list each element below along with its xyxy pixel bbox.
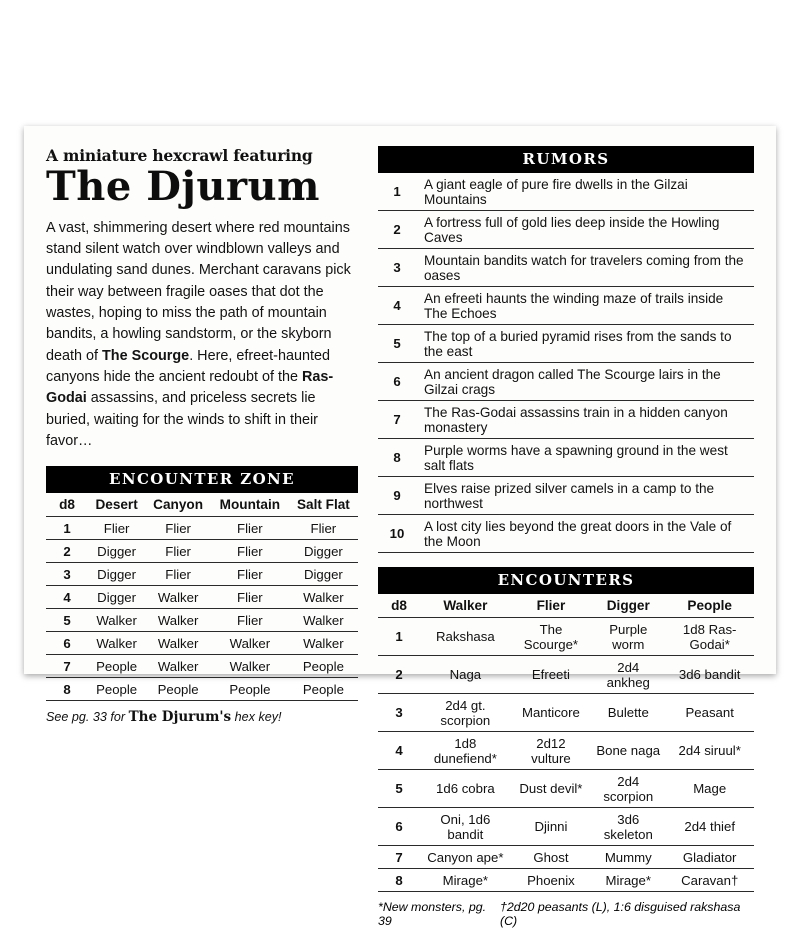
table-row (46, 540, 358, 563)
rumors-heading: RUMORS (378, 146, 754, 173)
column-header-d8: d8 (378, 594, 420, 618)
left-column (46, 146, 358, 726)
zone-cell: Digger (88, 586, 145, 609)
encounter-cell: Mirage* (420, 869, 511, 892)
zone-cell: Walker (289, 609, 358, 632)
encounters-footnotes (378, 900, 754, 928)
rumor-text: A lost city lies beyond the great doors in the Vale of the Moon (416, 515, 754, 553)
encounter-cell: Caravan† (665, 869, 754, 892)
encounters-table (378, 594, 754, 892)
caravan-footnote: †2d20 peasants (L), 1:6 disguised rakshasa (C) (499, 900, 741, 928)
list-item (378, 363, 754, 401)
encounter-cell: Mirage* (591, 869, 665, 892)
table-row (378, 656, 754, 694)
encounter-cell: 3d6 bandit (665, 656, 754, 694)
zone-cell: 6 (46, 632, 88, 655)
zone-cell: Walker (88, 632, 145, 655)
list-item (378, 401, 754, 439)
encounter-cell: Efreeti (511, 656, 591, 694)
rumor-number: 8 (378, 439, 416, 477)
rumor-text: An ancient dragon called The Scourge lairs in the Gilzai crags (416, 363, 754, 401)
table-row (378, 846, 754, 869)
encounter-zone-heading: ENCOUNTER ZONE (46, 466, 358, 493)
list-item (378, 477, 754, 515)
zone-cell: 4 (46, 586, 88, 609)
encounter-cell: Ghost (511, 846, 591, 869)
encounter-cell: 1 (378, 618, 420, 656)
zone-cell: 2 (46, 540, 88, 563)
blurb-part-1: A vast, shimmering desert where red mountains stand silent watch over windblown valleys and undulating sand dunes. Merchant caravans pick their way between fragile oases that dot the wastes, hoping to miss the path of mountain bandits, a howling sandstorm, or the skyborn death of (46, 219, 351, 364)
rumor-number: 3 (378, 249, 416, 287)
list-item (378, 515, 754, 553)
footnote-suffix: hex key! (231, 710, 282, 725)
column-header-canyon: Canyon (145, 493, 211, 517)
table-row (46, 609, 358, 632)
zone-cell: Flier (211, 563, 289, 586)
rumor-number: 2 (378, 211, 416, 249)
rumor-number: 6 (378, 363, 416, 401)
blurb-bold-scourge: The Scourge (102, 347, 190, 364)
zone-cell: Walker (145, 586, 211, 609)
table-row (46, 517, 358, 540)
table-row (378, 618, 754, 656)
table-row (378, 808, 754, 846)
zone-cell: Flier (289, 517, 358, 540)
encounter-cell: 1d8 Ras-Godai* (665, 618, 754, 656)
table-row (46, 632, 358, 655)
rpg-reference-card (24, 126, 776, 928)
encounter-cell: 2d12 vulture (511, 732, 591, 770)
encounter-cell: Canyon ape* (420, 846, 511, 869)
table-row (46, 678, 358, 701)
column-header-people: People (665, 594, 754, 618)
rumor-text: Purple worms have a spawning ground in the west salt flats (416, 439, 754, 477)
zone-cell: Flier (145, 540, 211, 563)
encounter-cell: 2d4 gt. scorpion (420, 694, 511, 732)
zone-cell: 5 (46, 609, 88, 632)
encounter-cell: 3d6 skeleton (591, 808, 665, 846)
blurb-part-2: . Here, efreet-haunted canyons hide the ancient redoubt of the (46, 347, 330, 385)
new-monsters-footnote: *New monsters, pg. 39 (378, 900, 487, 928)
encounter-cell: Mummy (591, 846, 665, 869)
rumor-number: 7 (378, 401, 416, 439)
encounters-section (378, 567, 754, 928)
encounter-cell: 1d6 cobra (420, 770, 511, 808)
zone-cell: People (88, 678, 145, 701)
encounter-cell: Purple worm (591, 618, 665, 656)
encounter-zone-table (46, 493, 358, 701)
table-row (378, 869, 754, 892)
encounter-cell: 4 (378, 732, 420, 770)
encounter-cell: Dust devil* (511, 770, 591, 808)
encounter-cell: 8 (378, 869, 420, 892)
rumor-number: 4 (378, 287, 416, 325)
table-row (46, 655, 358, 678)
blurb-bold-rasgodai: Ras-Godai (46, 368, 334, 407)
rumors-table (378, 173, 754, 553)
rumor-text: The Ras-Godai assassins train in a hidden canyon monastery (416, 401, 754, 439)
zone-cell: 7 (46, 655, 88, 678)
encounter-cell: 3 (378, 694, 420, 732)
table-row (46, 563, 358, 586)
zone-cell: Flier (211, 540, 289, 563)
zone-cell: Walker (145, 609, 211, 632)
zone-cell: Walker (145, 655, 211, 678)
encounter-cell: Rakshasa (420, 618, 511, 656)
rumors-section (378, 146, 754, 553)
featuring-label: A miniature hexcrawl featuring (46, 146, 313, 165)
encounter-cell: 6 (378, 808, 420, 846)
encounter-cell: Mage (665, 770, 754, 808)
intro-blurb (46, 218, 358, 452)
zone-cell: Digger (289, 563, 358, 586)
rumor-number: 1 (378, 173, 416, 211)
zone-cell: Digger (88, 563, 145, 586)
encounter-cell: 1d8 dunefiend* (420, 732, 511, 770)
encounter-cell: Manticore (511, 694, 591, 732)
column-header-digger: Digger (591, 594, 665, 618)
zone-cell: People (145, 678, 211, 701)
page-title: The Djurum (46, 163, 320, 210)
rumor-number: 5 (378, 325, 416, 363)
zone-cell: Digger (88, 540, 145, 563)
card-columns (46, 146, 754, 928)
list-item (378, 173, 754, 211)
column-header-desert: Desert (88, 493, 145, 517)
hex-key-footnote (46, 709, 358, 725)
list-item (378, 249, 754, 287)
zone-cell: Walker (88, 609, 145, 632)
zone-cell: Flier (145, 517, 211, 540)
encounter-cell: 5 (378, 770, 420, 808)
encounter-cell: 2d4 scorpion (591, 770, 665, 808)
rumor-text: A fortress full of gold lies deep inside the Howling Caves (416, 211, 754, 249)
zone-cell: Walker (145, 632, 211, 655)
zone-cell: People (211, 678, 289, 701)
zone-cell: Walker (289, 586, 358, 609)
table-row (378, 770, 754, 808)
encounters-heading: ENCOUNTERS (378, 567, 754, 594)
encounter-cell: Peasant (665, 694, 754, 732)
table-header-row (378, 594, 754, 618)
encounter-cell: The Scourge* (511, 618, 591, 656)
zone-cell: Walker (211, 655, 289, 678)
zone-cell: Flier (211, 586, 289, 609)
hex-key-footnote-text (46, 709, 282, 725)
blurb-part-3: assassins, and priceless secrets lie buried, waiting for the winds to shift in their favor… (46, 390, 318, 449)
encounter-cell: Bulette (591, 694, 665, 732)
zone-cell: People (289, 655, 358, 678)
column-header-d8: d8 (46, 493, 88, 517)
table-row (378, 732, 754, 770)
list-item (378, 439, 754, 477)
encounter-cell: 7 (378, 846, 420, 869)
zone-cell: Flier (145, 563, 211, 586)
rumor-text: An efreeti haunts the winding maze of trails inside The Echoes (416, 287, 754, 325)
encounter-cell: 2d4 ankheg (591, 656, 665, 694)
zone-cell: Walker (211, 632, 289, 655)
rumor-text: A giant eagle of pure fire dwells in the Gilzai Mountains (416, 173, 754, 211)
column-header-mountain: Mountain (211, 493, 289, 517)
encounter-zone-section (46, 466, 358, 725)
encounter-cell: Naga (420, 656, 511, 694)
footnote-prefix: See pg. 33 for (46, 710, 129, 725)
zone-cell: 8 (46, 678, 88, 701)
rumor-number: 9 (378, 477, 416, 515)
table-header-row (46, 493, 358, 517)
table-row (46, 586, 358, 609)
list-item (378, 325, 754, 363)
encounter-cell: 2d4 thief (665, 808, 754, 846)
column-header-flier: Flier (511, 594, 591, 618)
rumor-number: 10 (378, 515, 416, 553)
encounter-cell: 2d4 siruul* (665, 732, 754, 770)
table-row (378, 694, 754, 732)
encounter-cell: 2 (378, 656, 420, 694)
encounter-cell: Djinni (511, 808, 591, 846)
rumor-text: Mountain bandits watch for travelers coming from the oases (416, 249, 754, 287)
zone-cell: Walker (289, 632, 358, 655)
encounter-cell: Gladiator (665, 846, 754, 869)
zone-cell: Flier (211, 517, 289, 540)
right-column (378, 146, 754, 928)
list-item (378, 211, 754, 249)
encounter-cell: Bone naga (591, 732, 665, 770)
encounter-cell: Phoenix (511, 869, 591, 892)
rumor-text: Elves raise prized silver camels in a camp to the northwest (416, 477, 754, 515)
footnote-title: The Djurum's (128, 709, 232, 726)
zone-cell: 3 (46, 563, 88, 586)
zone-cell: Flier (211, 609, 289, 632)
zone-cell: People (289, 678, 358, 701)
rumor-text: The top of a buried pyramid rises from the sands to the east (416, 325, 754, 363)
column-header-walker: Walker (420, 594, 511, 618)
zone-cell: Digger (289, 540, 358, 563)
zone-cell: 1 (46, 517, 88, 540)
zone-cell: People (88, 655, 145, 678)
column-header-salt-flat: Salt Flat (289, 493, 358, 517)
list-item (378, 287, 754, 325)
encounter-cell: Oni, 1d6 bandit (420, 808, 511, 846)
zone-cell: Flier (88, 517, 145, 540)
